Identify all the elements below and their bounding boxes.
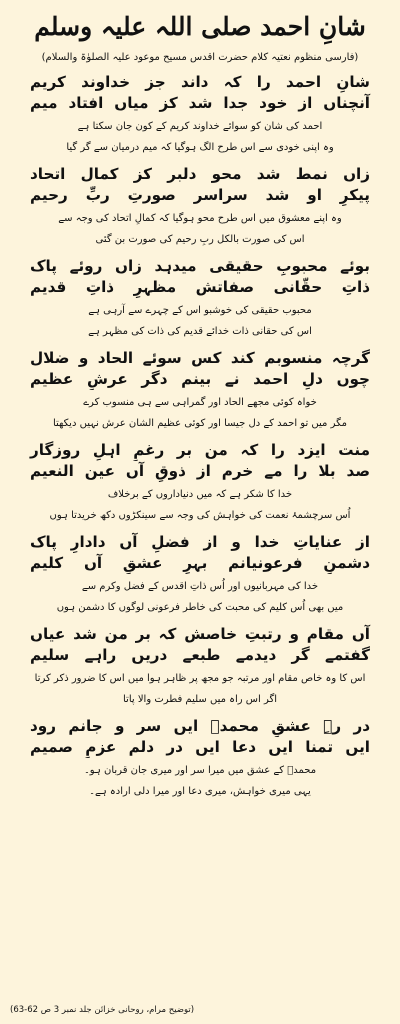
- translation: [14, 303, 386, 339]
- verse-line: صد بلا را مے خرم از ذوقِ آں عین النعیم: [30, 462, 370, 480]
- verse-line: آں مقام و رتبتِ خاصش کہ بر من شد عیاں: [30, 625, 370, 643]
- translation-line: محمدؐ کے عشق میں میرا سر اور میری جان قربان ہو۔: [83, 765, 317, 776]
- verse-line: ایں تمنا ایں دعا ایں در دلم عزمِ صمیم: [30, 738, 370, 756]
- verse-line: منت ایزد را کہ من بر رغمِ اہلِ روزگار: [30, 441, 370, 459]
- translation-line: اس کا وہ خاص مقام اور مرتبہ جو مجھ پر ظاہر ہوا میں اس کا ضرور ذکر کرتا: [34, 673, 366, 684]
- translation: [14, 211, 386, 247]
- stanza: [14, 716, 386, 799]
- translation-line: اگر اس راہ میں سلیم فطرت والا پاتا: [123, 694, 277, 705]
- stanza: [14, 256, 386, 339]
- verse-line: دشمنِ فرعونیانم بہرِ عشقِ آں کلیم: [30, 554, 370, 572]
- verse-line: زاں نمط شد محو دلبر کز کمال اتحاد: [30, 165, 370, 183]
- verse-line: گفتمے گر دیدمے طبعے دریں راہے سلیم: [30, 646, 370, 664]
- poem-subtitle: (فارسی منظوم نعتیہ کلام حضرت اقدس مسیح موعود علیہ الصلوٰۃ والسلام): [41, 52, 359, 63]
- verse-line: چوں دلِ احمد نے بینم دگر عرشِ عظیم: [30, 370, 370, 388]
- verse-line: ذاتِ حقّانی صفاتش مظہرِ ذاتِ قدیم: [30, 278, 370, 296]
- translation-line: خدا کی مہربانیوں اور اُس ذاتِ اقدس کے فضل وکرم سے: [81, 581, 319, 592]
- translation-line: خواہ کوئی مجھے الحاد اور گمراہی سے ہی منسوب کرے: [83, 397, 317, 408]
- translation-line: احمد کی شان کو سوائے خداوند کریم کے کون جان سکتا ہے: [77, 121, 323, 132]
- stanza: [14, 72, 386, 155]
- verse-line: در رہِ عشقِ محمدؐ ایں سر و جانم رود: [30, 717, 370, 735]
- verse-line: آنچناں از خود جدا شد کز میاں افتاد میم: [30, 94, 370, 112]
- stanza: [14, 348, 386, 431]
- verse-line: شانِ احمد را کہ داند جز خداوند کریم: [30, 73, 370, 91]
- translation-line: یہی میری خواہش، میری دعا اور میرا دلی ارادہ ہے۔: [89, 786, 311, 797]
- translation-line: میں بھی اُس کلیم کی محبت کی خاطر فرعونی لوگوں کا دشمن ہوں: [56, 602, 344, 613]
- translation: [14, 579, 386, 615]
- stanza: [14, 440, 386, 523]
- stanza: [14, 164, 386, 247]
- citation: (توضیح مرام، روحانی خزائن جلد نمبر 3 ص 62-63): [10, 1005, 195, 1015]
- translation: [14, 763, 386, 799]
- stanza-list: [14, 72, 386, 799]
- verse-line: بوئے محبوبِ حقیقی میدہد زاں روئے پاک: [30, 257, 370, 275]
- translation-line: وہ اپنی خودی سے اس طرح الگ ہوگیا کہ میم درمیان سے گر گیا: [66, 142, 334, 153]
- translation-line: اس کی حقانی ذات خدائے قدیم کی ذات کی مظہر ہے: [88, 326, 312, 337]
- stanza: [14, 532, 386, 615]
- translation-line: محبوب حقیقی کی خوشبو اس کے چہرے سے آرہی ہے: [88, 305, 312, 316]
- translation-line: اُس سرچشمۂ نعمت کی خواہش کی وجہ سے سینکڑوں دکھ خریدتا ہوں: [49, 510, 351, 521]
- translation-line: مگر میں تو احمد کے دل جیسا اور کوئی عظیم الشان عرش نہیں دیکھتا: [52, 418, 347, 429]
- translation: [14, 487, 386, 523]
- translation-line: وہ اپنے معشوق میں اس طرح محو ہوگیا کہ کمالِ اتحاد کی وجہ سے: [58, 213, 342, 224]
- verse-line: از عنایاتِ خدا و از فضلِ آں دادارِ پاک: [30, 533, 370, 551]
- translation: [14, 119, 386, 155]
- translation-line: خدا کا شکر ہے کہ میں دنیاداروں کے برخلاف: [107, 489, 293, 500]
- verse-line: گرچہ منسوبم کند کس سوئے الحاد و ضلال: [30, 349, 370, 367]
- translation-line: اس کی صورت بالکل ربِ رحیم کی صورت بن گئی: [95, 234, 305, 245]
- verse-line: پیکرِ او شد سراسر صورتِ ربِّ رحیم: [30, 186, 370, 204]
- translation: [14, 395, 386, 431]
- stanza: [14, 624, 386, 707]
- translation: [14, 671, 386, 707]
- poem-title: شانِ احمد صلی اللہ علیہ وسلم: [34, 12, 366, 41]
